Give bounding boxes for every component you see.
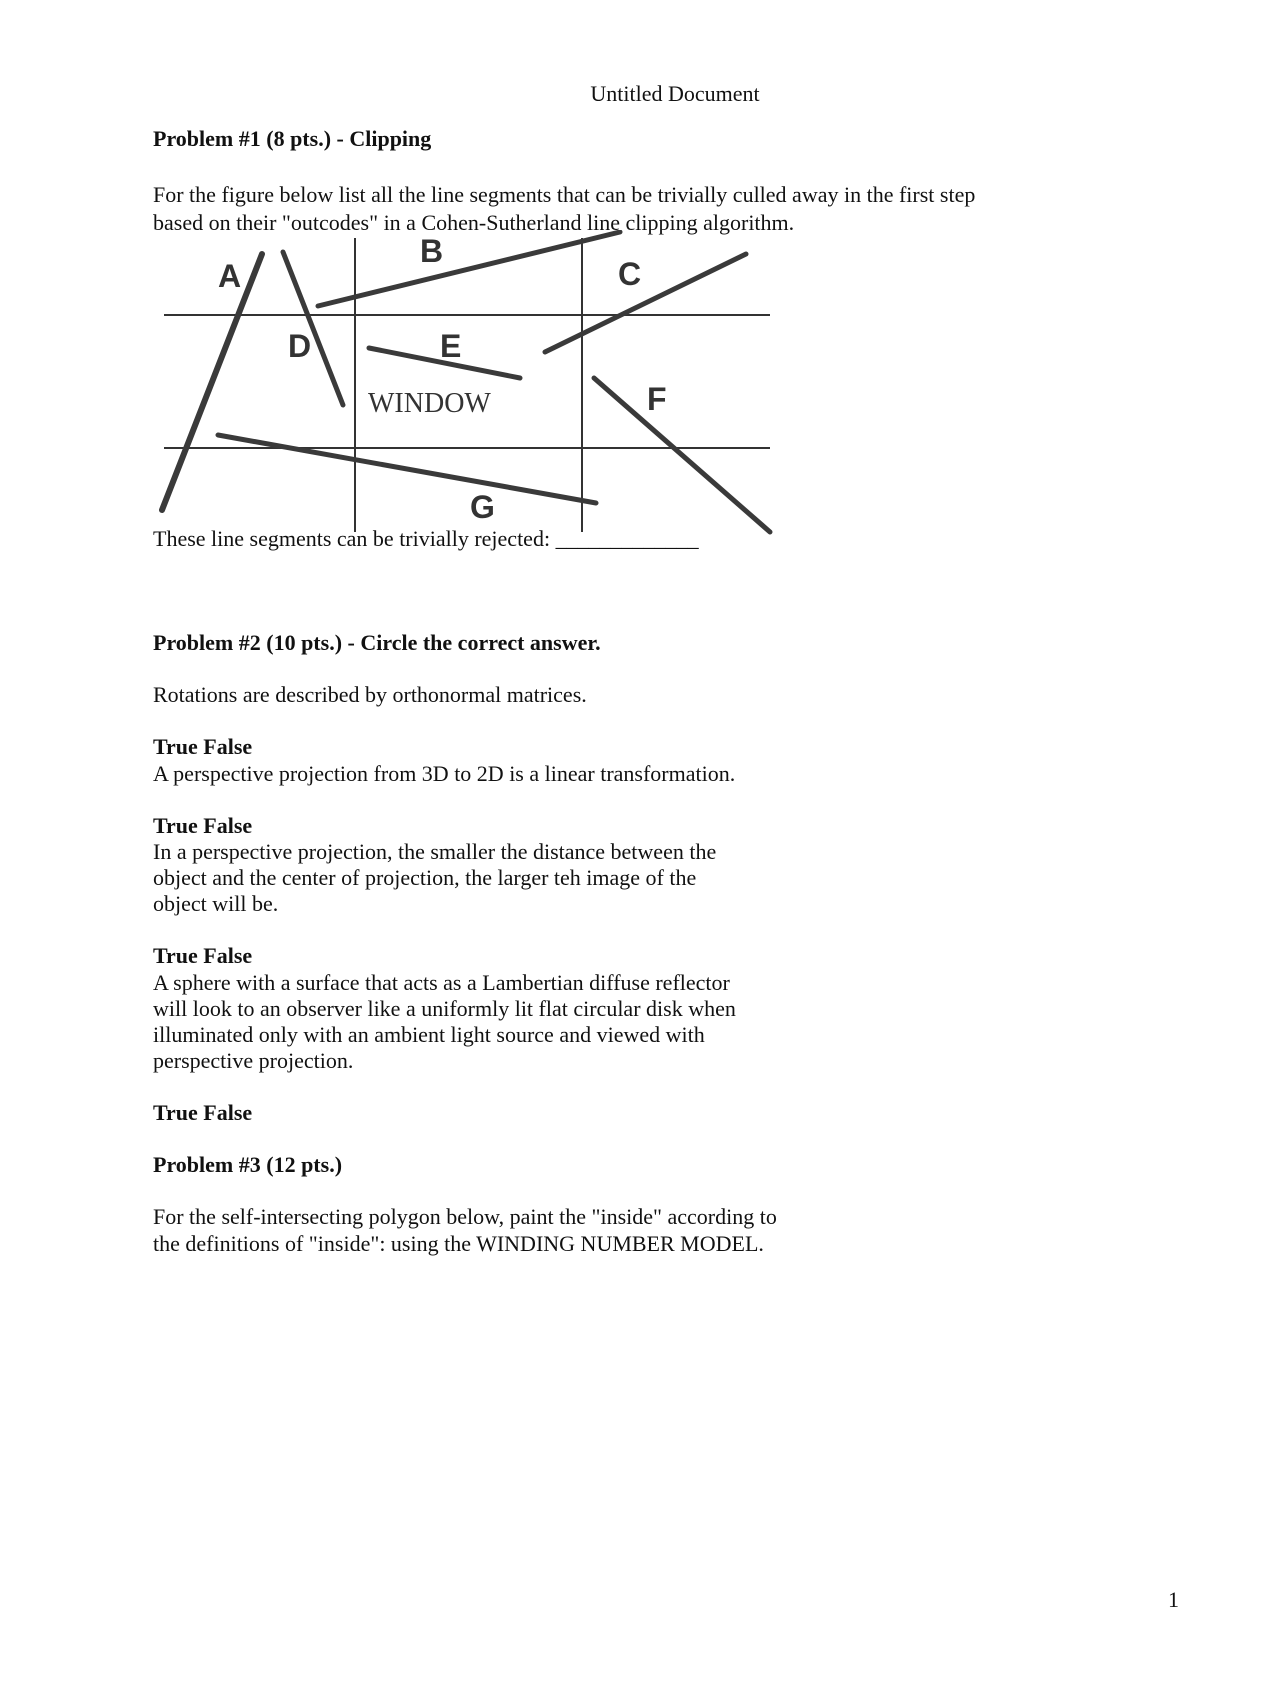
statement-4-line-3: illuminated only with an ambient light source and viewed with (153, 1022, 705, 1047)
segment-label-g: G (470, 489, 495, 525)
statement-3-line-2: object and the center of projection, the larger teh image of the (153, 865, 697, 890)
segment-label-f: F (647, 381, 667, 417)
segment-a (162, 254, 262, 510)
problem-1-answer-line: These line segments can be trivially rejected: _____________ (153, 526, 699, 551)
problem-3-prompt-line-1: For the self-intersecting polygon below, paint the "inside" according to (153, 1204, 777, 1229)
statement-1-choices[interactable]: True False (153, 734, 253, 759)
statement-4-choices[interactable]: True False (153, 1100, 253, 1125)
problem-1-heading: Problem #1 (8 pts.) - Clipping (153, 126, 432, 151)
problem-1-prompt-line-2: based on their "outcodes" in a Cohen-Sutherland line clipping algorithm. (153, 210, 795, 235)
segment-label-b: B (420, 233, 444, 269)
segment-label-e: E (440, 328, 462, 364)
segment-g (218, 435, 596, 503)
problem-3-prompt-line-2: the definitions of "inside": using the WINDING NUMBER MODEL. (153, 1231, 764, 1256)
problem-3-heading: Problem #3 (12 pts.) (153, 1152, 343, 1177)
clipping-figure (150, 230, 800, 540)
window-label: WINDOW (368, 388, 491, 419)
segment-label-a: A (218, 258, 242, 294)
statement-4-line-4: perspective projection. (153, 1048, 354, 1073)
statement-3-line-1: In a perspective projection, the smaller the distance between the (153, 839, 717, 864)
statement-4-line-2: will look to an observer like a uniformly lit flat circular disk when (153, 996, 736, 1021)
segment-label-c: C (618, 256, 642, 292)
statement-3-line-3: object will be. (153, 891, 279, 916)
problem-1-prompt-line-1: For the figure below list all the line segments that can be trivially culled away in the first step (153, 182, 976, 207)
statement-2-line-1: A perspective projection from 3D to 2D is a linear transformation. (153, 761, 736, 786)
segment-f (594, 378, 770, 532)
statement-2-choices[interactable]: True False (153, 813, 253, 838)
segment-b (318, 232, 620, 306)
segment-label-d: D (288, 328, 312, 364)
problem-2-heading: Problem #2 (10 pts.) - Circle the correct answer. (153, 630, 601, 655)
page-number: 1 (1168, 1587, 1179, 1612)
statement-4-line-1: A sphere with a surface that acts as a Lambertian diffuse reflector (153, 970, 730, 995)
statement-3-choices[interactable]: True False (153, 943, 253, 968)
statement-1-line-1: Rotations are described by orthonormal matrices. (153, 682, 587, 707)
segment-c (545, 254, 746, 352)
page-title: Untitled Document (590, 81, 760, 106)
